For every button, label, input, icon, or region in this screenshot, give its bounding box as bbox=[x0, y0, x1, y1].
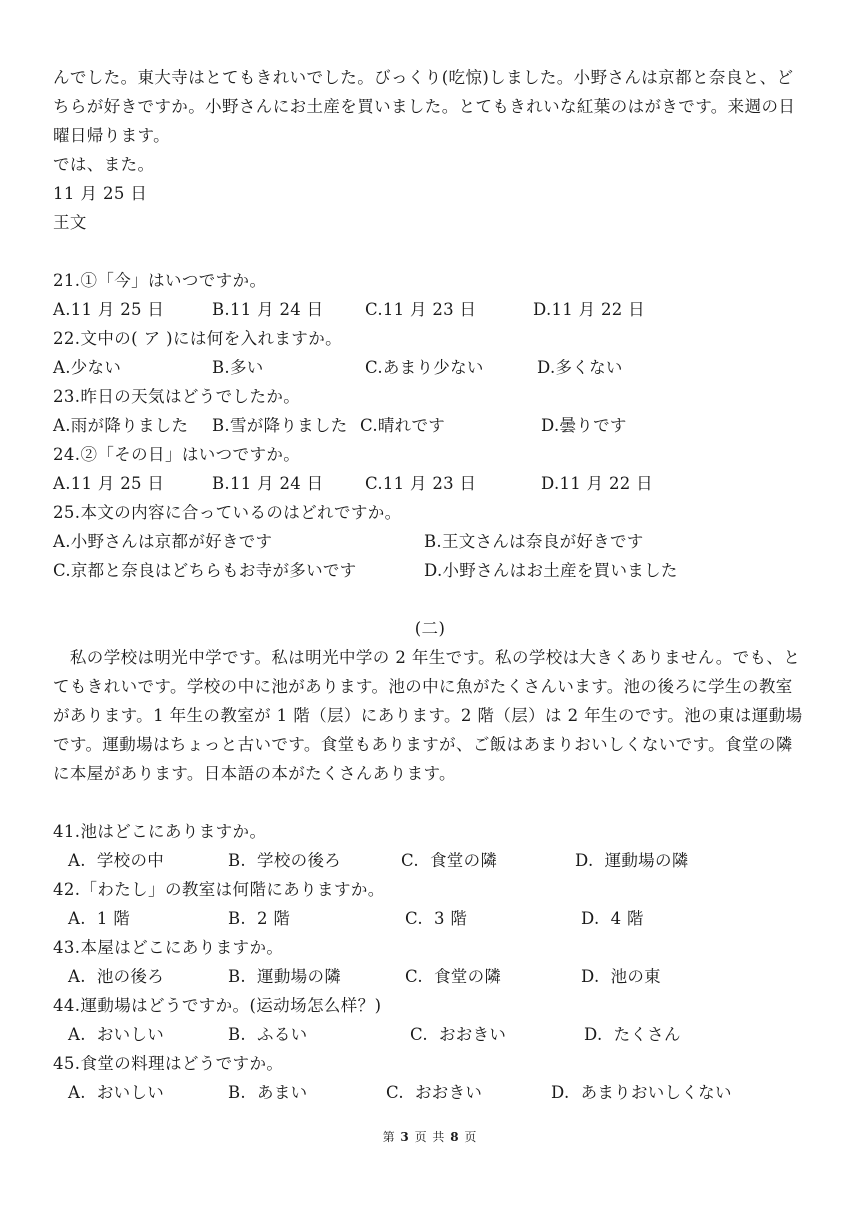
option-23-c: C.晴れです bbox=[360, 416, 446, 435]
total-page-count: 8 bbox=[450, 1130, 460, 1144]
letter-closing: では、また。 bbox=[53, 155, 155, 174]
option-41-c: C. 食堂の隣 bbox=[401, 851, 498, 870]
option-25-d: D.小野さんはお土産を買いました bbox=[424, 561, 678, 580]
passage2-line: 私の学校は明光中学です。私は明光中学の 2 年生です。私の学校は大きくありません。でも、と bbox=[53, 648, 801, 667]
option-41-b: B. 学校の後ろ bbox=[228, 851, 342, 870]
option-21-b: B.11 月 24 日 bbox=[212, 300, 324, 319]
option-44-c: C. おおきい bbox=[410, 1025, 507, 1044]
option-24-d: D.11 月 22 日 bbox=[541, 474, 653, 493]
question-24: 24.②「その日」はいつですか。 bbox=[53, 445, 301, 464]
option-24-c: C.11 月 23 日 bbox=[365, 474, 477, 493]
option-42-b: B. 2 階 bbox=[228, 909, 291, 928]
question-21: 21.①「今」はいつですか。 bbox=[53, 271, 267, 290]
question-42: 42.「わたし」の教室は何階にありますか。 bbox=[53, 880, 385, 899]
passage1-line: ちらが好きですか。小野さんにお土産を買いました。とてもきれいな紅葉のはがきです。来週の日 bbox=[53, 97, 796, 116]
option-24-a: A.11 月 25 日 bbox=[53, 474, 165, 493]
passage1-line: 曜日帰ります。 bbox=[53, 126, 170, 145]
question-25: 25.本文の内容に合っているのはどれですか。 bbox=[53, 503, 402, 522]
question-45: 45.食堂の料理はどうですか。 bbox=[53, 1054, 284, 1073]
option-23-b: B.雪が降りました bbox=[212, 416, 348, 435]
passage2-line: です。運動場はちょっと古いです。食堂もありますが、ご飯はあまりおいしくないです。食堂の隣 bbox=[53, 735, 793, 754]
question-43: 43.本屋はどこにありますか。 bbox=[53, 938, 284, 957]
footer-middle: 页 共 bbox=[409, 1130, 451, 1144]
option-23-a: A.雨が降りました bbox=[53, 416, 189, 435]
option-25-c: C.京都と奈良はどちらもお寺が多いです bbox=[53, 561, 357, 580]
option-21-c: C.11 月 23 日 bbox=[365, 300, 477, 319]
option-44-a: A. おいしい bbox=[68, 1025, 165, 1044]
passage2-line: があります。1 年生の教室が 1 階（层）にあります。2 階（层）は 2 年生のです。池の東は運動場 bbox=[53, 706, 803, 725]
option-43-a: A. 池の後ろ bbox=[68, 967, 165, 986]
option-43-c: C. 食堂の隣 bbox=[405, 967, 502, 986]
option-41-a: A. 学校の中 bbox=[68, 851, 165, 870]
option-42-d: D. 4 階 bbox=[581, 909, 644, 928]
page-footer bbox=[0, 1128, 860, 1145]
option-43-d: D. 池の東 bbox=[581, 967, 661, 986]
option-45-d: D. あまりおいしくない bbox=[551, 1083, 732, 1102]
option-25-a: A.小野さんは京都が好きです bbox=[53, 532, 273, 551]
current-page-number: 3 bbox=[400, 1130, 410, 1144]
letter-signature: 王文 bbox=[53, 213, 87, 232]
option-45-b: B. あまい bbox=[228, 1083, 308, 1102]
option-22-a: A.少ない bbox=[53, 358, 122, 377]
option-21-a: A.11 月 25 日 bbox=[53, 300, 165, 319]
footer-suffix: 页 bbox=[459, 1130, 478, 1144]
option-41-d: D. 運動場の隣 bbox=[575, 851, 689, 870]
option-22-b: B.多い bbox=[212, 358, 264, 377]
option-23-d: D.曇りです bbox=[541, 416, 627, 435]
passage2-line: に本屋があります。日本語の本がたくさんあります。 bbox=[53, 764, 456, 783]
option-44-d: D. たくさん bbox=[584, 1025, 681, 1044]
question-44: 44.運動場はどうですか。(运动场怎么样？) bbox=[53, 996, 382, 1015]
option-24-b: B.11 月 24 日 bbox=[212, 474, 324, 493]
question-41: 41.池はどこにありますか。 bbox=[53, 822, 267, 841]
option-44-b: B. ふるい bbox=[228, 1025, 308, 1044]
option-45-c: C. おおきい bbox=[386, 1083, 483, 1102]
question-23: 23.昨日の天気はどうでしたか。 bbox=[53, 387, 301, 406]
passage1-line: んでした。東大寺はとてもきれいでした。びっくり(吃惊)しました。小野さんは京都と奈良と、ど bbox=[53, 68, 794, 87]
passage2-line: てもきれいです。学校の中に池があります。池の中に魚がたくさんいます。池の後ろに学生の教室 bbox=[53, 677, 793, 696]
section-heading: (二) bbox=[414, 619, 446, 638]
option-43-b: B. 運動場の隣 bbox=[228, 967, 342, 986]
option-45-a: A. おいしい bbox=[68, 1083, 165, 1102]
question-22: 22.文中の( ア )には何を入れますか。 bbox=[53, 329, 343, 348]
footer-prefix: 第 bbox=[382, 1130, 401, 1144]
option-21-d: D.11 月 22 日 bbox=[533, 300, 645, 319]
option-22-d: D.多くない bbox=[537, 358, 623, 377]
option-22-c: C.あまり少ない bbox=[365, 358, 484, 377]
letter-date: 11 月 25 日 bbox=[53, 184, 148, 203]
option-42-a: A. 1 階 bbox=[68, 909, 130, 928]
option-42-c: C. 3 階 bbox=[405, 909, 468, 928]
option-25-b: B.王文さんは奈良が好きです bbox=[424, 532, 644, 551]
